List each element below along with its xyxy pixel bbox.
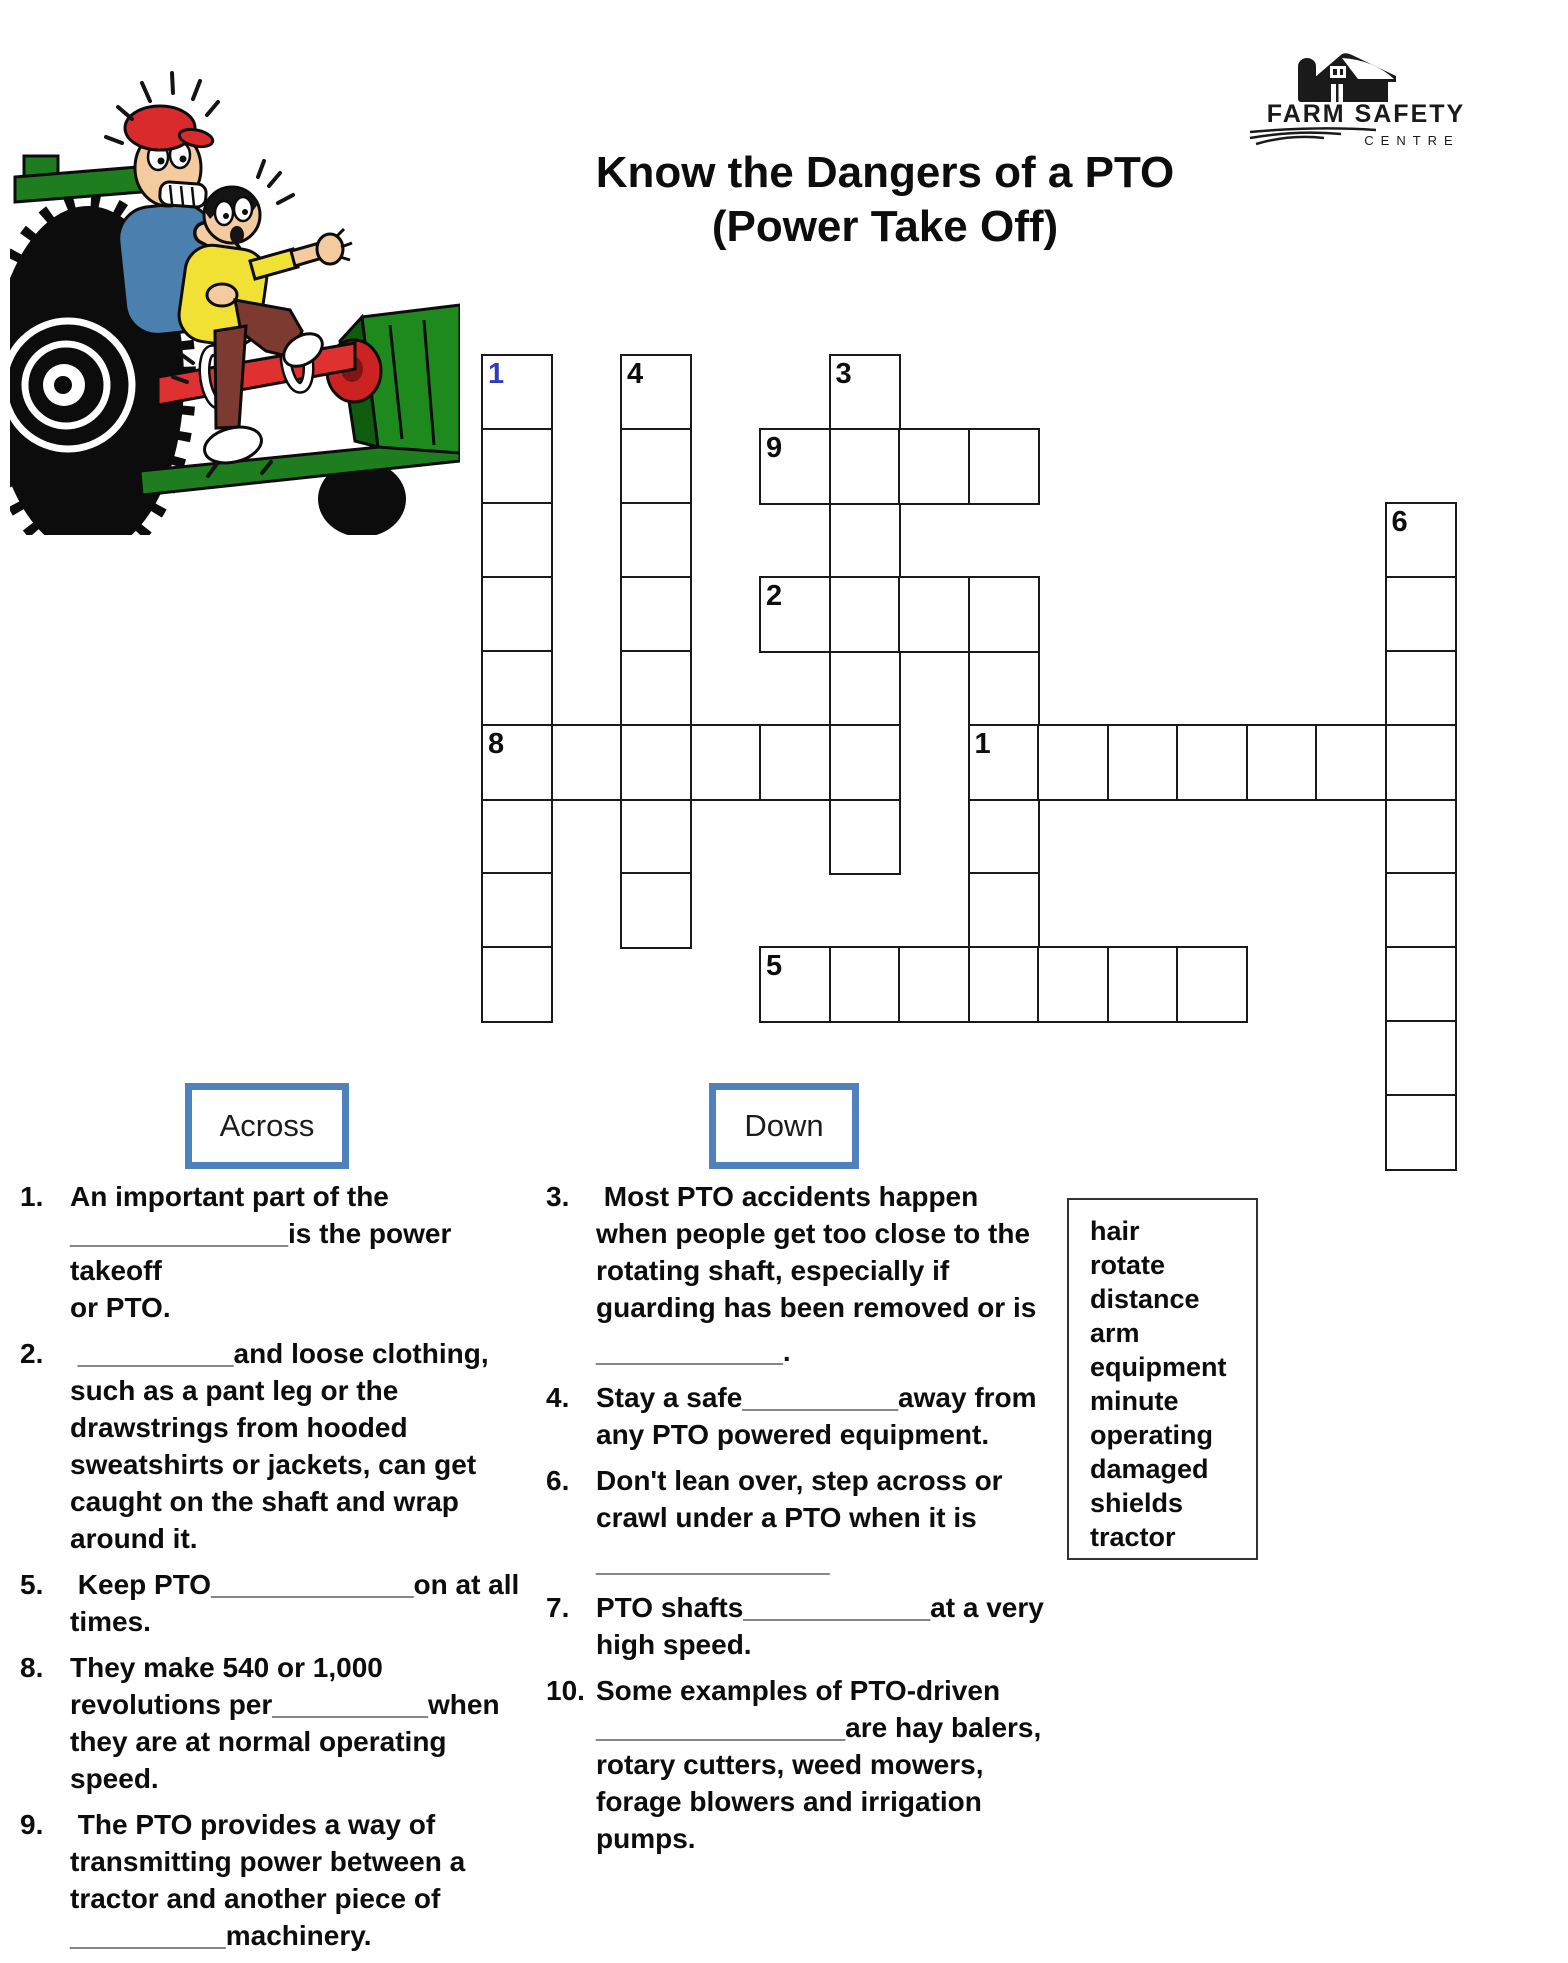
crossword-cell[interactable] — [620, 576, 692, 653]
logo-swoosh — [1250, 128, 1376, 144]
clue-text: PTO shafts____________at a very high speed. — [596, 1592, 1044, 1660]
crossword-cell[interactable] — [829, 946, 901, 1023]
clue-number-4: 4 — [627, 358, 644, 390]
tractor-fender-graphic — [15, 156, 142, 202]
down-heading-label: Down — [744, 1108, 824, 1143]
clue-text: Don't lean over, step across or crawl under a PTO when it is _______________ — [596, 1465, 1003, 1577]
crossword-cell[interactable] — [968, 872, 1040, 949]
clue-text: Some examples of PTO-driven ________________are hay balers, rotary cutters, weed mowers, forage blowers and irrigation pumps. — [596, 1675, 1042, 1854]
crossword-cell[interactable] — [1107, 946, 1179, 1023]
down-clue-4 — [546, 1379, 1058, 1453]
crossword-cell[interactable] — [759, 724, 831, 801]
down-clue-10 — [546, 1672, 1058, 1857]
crossword-cell[interactable] — [1385, 1094, 1457, 1171]
word-bank-item: tractor — [1090, 1522, 1176, 1552]
crossword-cell[interactable] — [829, 502, 901, 579]
crossword-cell[interactable] — [968, 798, 1040, 875]
across-heading-label: Across — [219, 1108, 315, 1143]
farm-safety-centre-logo — [1246, 46, 1486, 156]
crossword-cell[interactable] — [481, 502, 553, 579]
down-clue-7 — [546, 1589, 1058, 1663]
word-bank-item: shields — [1090, 1488, 1184, 1518]
across-heading-box — [185, 1083, 349, 1169]
crossword-cell[interactable] — [1385, 1020, 1457, 1097]
crossword-cell[interactable] — [1385, 946, 1457, 1023]
crossword-cell[interactable] — [1176, 724, 1248, 801]
crossword-cell[interactable] — [481, 428, 553, 505]
crossword-cell[interactable] — [898, 576, 970, 653]
down-clue-list — [546, 1178, 1058, 1866]
down-heading-box — [709, 1083, 859, 1169]
crossword-cell[interactable] — [481, 798, 553, 875]
crossword-cell[interactable] — [898, 428, 970, 505]
clue-number-1: 1 — [974, 728, 991, 760]
clue-number-label: 2. — [20, 1338, 44, 1369]
down-clue-6 — [546, 1462, 1058, 1580]
crossword-cell[interactable] — [829, 576, 901, 653]
word-bank-item: rotate — [1090, 1250, 1166, 1280]
crossword-cell[interactable] — [620, 872, 692, 949]
crossword-cell[interactable] — [829, 724, 901, 801]
clue-number-label: 6. — [546, 1465, 570, 1496]
clue-number-5: 5 — [766, 950, 783, 982]
crossword-cell[interactable] — [1385, 798, 1457, 875]
word-bank-item: arm — [1090, 1318, 1140, 1348]
crossword-cell[interactable] — [481, 650, 553, 727]
clue-number-6: 6 — [1391, 506, 1408, 538]
word-bank-item: hair — [1090, 1216, 1140, 1246]
clue-number-8: 8 — [488, 728, 505, 760]
across-clue-list — [20, 1178, 528, 1963]
crossword-cell[interactable] — [829, 650, 901, 727]
crossword-cell[interactable] — [968, 576, 1040, 653]
crossword-cell[interactable] — [620, 724, 692, 801]
word-bank-item: minute — [1090, 1386, 1179, 1416]
clue-number-2: 2 — [766, 580, 783, 612]
crossword-cell[interactable] — [1107, 724, 1179, 801]
crossword-cell[interactable] — [968, 428, 1040, 505]
clue-number-3: 3 — [835, 358, 852, 390]
word-bank-item: damaged — [1090, 1454, 1209, 1484]
logo-line1: FARM SAFETY — [1266, 100, 1466, 128]
crossword-cell[interactable] — [551, 724, 623, 801]
page-title — [540, 146, 1230, 254]
implement-gearbox-graphic — [327, 305, 460, 453]
clue-number-label: 1. — [20, 1181, 44, 1212]
clue-number-label: 4. — [546, 1382, 570, 1413]
across-clue-8 — [20, 1649, 528, 1797]
crossword-cell[interactable] — [620, 428, 692, 505]
clue-number-9: 9 — [766, 432, 783, 464]
crossword-cell[interactable] — [620, 650, 692, 727]
clue-text: __________and loose clothing, such as a pant leg or the drawstrings from hooded sweatshirts or jackets, can get caught on the shaft and wrap around it. — [70, 1338, 489, 1554]
clue-text: Stay a safe__________away from any PTO powered equipment. — [596, 1382, 1037, 1450]
crossword-cell[interactable] — [968, 650, 1040, 727]
word-bank-item: equipment — [1090, 1352, 1227, 1382]
crossword-cell[interactable] — [1037, 724, 1109, 801]
crossword-cell[interactable] — [620, 502, 692, 579]
clue-number-label: 7. — [546, 1592, 570, 1623]
crossword-cell[interactable] — [1246, 724, 1318, 801]
across-clue-2 — [20, 1335, 528, 1557]
across-clue-1 — [20, 1178, 528, 1326]
across-clue-9 — [20, 1806, 528, 1954]
clue-number-label: 9. — [20, 1809, 44, 1840]
crossword-cell[interactable] — [1037, 946, 1109, 1023]
pto-accident-cartoon — [10, 55, 460, 535]
clue-text: The PTO provides a way of transmitting power between a tractor and another piece of __________machinery. — [70, 1809, 466, 1951]
clue-number-1: 1 — [488, 358, 505, 390]
crossword-cell[interactable] — [690, 724, 762, 801]
logo-line2: CENTRE — [1364, 133, 1460, 148]
crossword-cell[interactable] — [968, 946, 1040, 1023]
title-line2: (Power Take Off) — [711, 202, 1059, 251]
clue-number-label: 3. — [546, 1181, 570, 1212]
word-bank-item: operating — [1090, 1420, 1214, 1450]
clue-number-label: 5. — [20, 1569, 44, 1600]
clue-text: Keep PTO_____________on at all times. — [70, 1569, 520, 1637]
across-clue-5 — [20, 1566, 528, 1640]
crossword-cell[interactable] — [829, 428, 901, 505]
crossword-cell[interactable] — [1385, 650, 1457, 727]
word-bank-box — [1067, 1198, 1258, 1560]
word-bank-item: distance — [1090, 1284, 1200, 1314]
title-line1: Know the Dangers of a PTO — [595, 148, 1175, 197]
clue-text: An important part of the ______________is the power takeoff or PTO. — [70, 1181, 460, 1323]
crossword-cell[interactable] — [1385, 576, 1457, 653]
down-clue-3 — [546, 1178, 1058, 1370]
clue-text: They make 540 or 1,000 revolutions per__________when they are at normal operating speed. — [70, 1652, 500, 1794]
crossword-cell[interactable] — [481, 872, 553, 949]
clue-number-label: 8. — [20, 1652, 44, 1683]
crossword-cell[interactable] — [1315, 724, 1387, 801]
crossword-cell[interactable] — [1385, 872, 1457, 949]
crossword-cell[interactable] — [898, 946, 970, 1023]
barn-icon — [1298, 53, 1396, 102]
crossword-cell[interactable] — [481, 576, 553, 653]
clue-number-label: 10. — [546, 1675, 585, 1706]
crossword-cell[interactable] — [829, 798, 901, 875]
crossword-cell[interactable] — [481, 946, 553, 1023]
crossword-cell[interactable] — [1385, 724, 1457, 801]
crossword-cell[interactable] — [620, 798, 692, 875]
clue-text: Most PTO accidents happen when people get too close to the rotating shaft, especially if guarding has been removed or is ____________. — [596, 1181, 1037, 1367]
crossword-cell[interactable] — [1176, 946, 1248, 1023]
